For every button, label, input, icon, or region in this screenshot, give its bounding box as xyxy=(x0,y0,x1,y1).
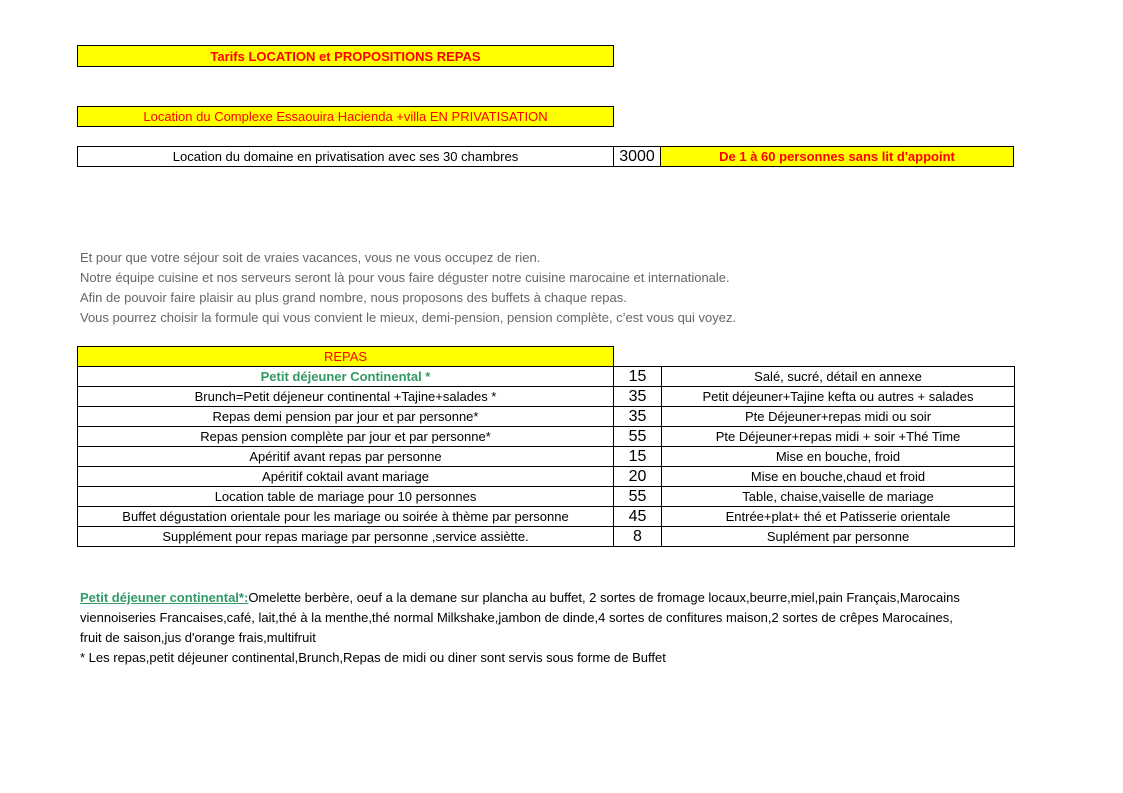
footnote-text-1: Omelette berbère, oeuf a la demane sur plancha au buffet, 2 sortes de fromage locaux,beurre,miel,pain Français,Marocains xyxy=(248,590,960,605)
meal-name: Supplément pour repas mariage par personne ,service assiètte. xyxy=(78,527,614,547)
footnote-line-2: viennoiseries Francaises,café, lait,thé à la menthe,thé normal Milkshake,jambon de dinde,4 sortes de confitures maison,2 sortes de crêpes Marocaines, xyxy=(80,610,953,625)
footnote-line-4: * Les repas,petit déjeuner continental,Brunch,Repas de midi ou diner sont servis sous forme de Buffet xyxy=(80,650,666,665)
table-row xyxy=(78,367,1015,387)
intro-line-3: Afin de pouvoir faire plaisir au plus grand nombre, nous proposons des buffets à chaque repas. xyxy=(80,290,627,305)
meal-detail: Pte Déjeuner+repas midi ou soir xyxy=(662,407,1015,427)
footnote-line-3: fruit de saison,jus d'orange frais,multifruit xyxy=(80,630,316,645)
intro-line-1: Et pour que votre séjour soit de vraies vacances, vous ne vous occupez de rien. xyxy=(80,250,541,265)
table-row xyxy=(78,407,1015,427)
meals-table xyxy=(77,366,1015,547)
meal-name: Petit déjeuner Continental * xyxy=(78,367,614,387)
meal-name: Buffet dégustation orientale pour les mariage ou soirée à thème par personne xyxy=(78,507,614,527)
table-row xyxy=(78,447,1015,467)
meal-detail: Mise en bouche,chaud et froid xyxy=(662,467,1015,487)
meal-name: Repas pension complète par jour et par personne* xyxy=(78,427,614,447)
meal-detail: Pte Déjeuner+repas midi + soir +Thé Time xyxy=(662,427,1015,447)
meal-detail: Table, chaise,vaiselle de mariage xyxy=(662,487,1015,507)
page-title: Tarifs LOCATION et PROPOSITIONS REPAS xyxy=(77,45,614,67)
meals-header: REPAS xyxy=(77,346,614,367)
table-row xyxy=(78,427,1015,447)
meal-detail: Mise en bouche, froid xyxy=(662,447,1015,467)
meal-name: Repas demi pension par jour et par personne* xyxy=(78,407,614,427)
location-header: Location du Complexe Essaouira Hacienda +villa EN PRIVATISATION xyxy=(77,106,614,127)
table-row xyxy=(78,487,1015,507)
meal-price: 15 xyxy=(614,367,662,387)
location-price: 3000 xyxy=(613,146,661,167)
meal-name: Apéritif coktail avant mariage xyxy=(78,467,614,487)
meal-detail: Entrée+plat+ thé et Patisserie orientale xyxy=(662,507,1015,527)
footnote-line-1 xyxy=(80,590,960,605)
table-row xyxy=(78,387,1015,407)
location-note: De 1 à 60 personnes sans lit d'appoint xyxy=(660,146,1014,167)
meal-price: 55 xyxy=(614,487,662,507)
footnote-label: Petit déjeuner continental*: xyxy=(80,590,249,605)
meal-price: 55 xyxy=(614,427,662,447)
meal-price: 35 xyxy=(614,387,662,407)
meal-price: 20 xyxy=(614,467,662,487)
meal-detail: Petit déjeuner+Tajine kefta ou autres + salades xyxy=(662,387,1015,407)
meal-name: Brunch=Petit déjeneur continental +Tajine+salades * xyxy=(78,387,614,407)
location-description: Location du domaine en privatisation avec ses 30 chambres xyxy=(77,146,614,167)
meal-price: 35 xyxy=(614,407,662,427)
intro-line-2: Notre équipe cuisine et nos serveurs seront là pour vous faire déguster notre cuisine marocaine et internationale. xyxy=(80,270,730,285)
table-row xyxy=(78,507,1015,527)
meal-name: Location table de mariage pour 10 personnes xyxy=(78,487,614,507)
intro-line-4: Vous pourrez choisir la formule qui vous convient le mieux, demi-pension, pension complète, c’est vous qui voyez. xyxy=(80,310,737,325)
table-row xyxy=(78,467,1015,487)
meal-detail: Salé, sucré, détail en annexe xyxy=(662,367,1015,387)
meal-price: 15 xyxy=(614,447,662,467)
meal-price: 8 xyxy=(614,527,662,547)
meal-name: Apéritif avant repas par personne xyxy=(78,447,614,467)
meal-detail: Suplément par personne xyxy=(662,527,1015,547)
table-row xyxy=(78,527,1015,547)
meal-price: 45 xyxy=(614,507,662,527)
